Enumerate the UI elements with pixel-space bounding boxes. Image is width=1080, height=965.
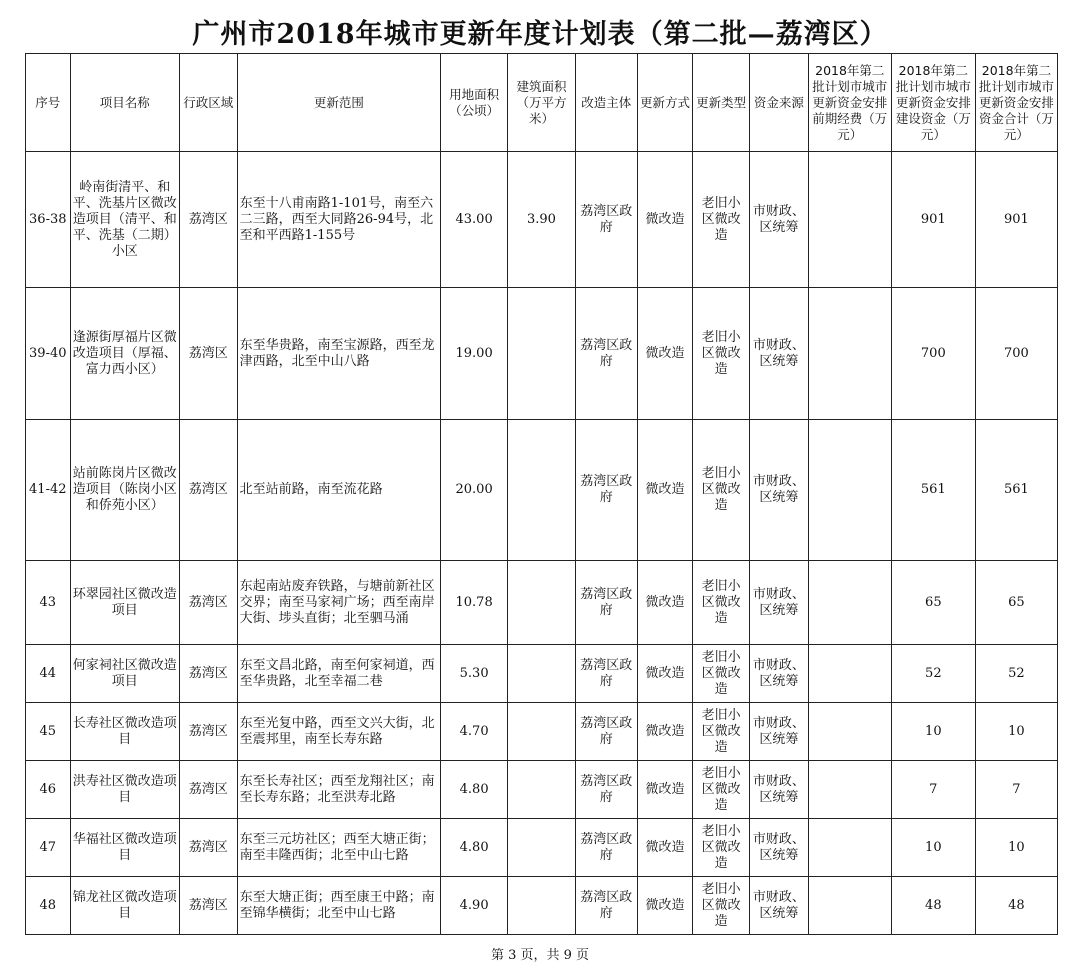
renovation-subject-cell: 荔湾区政府 xyxy=(575,877,637,935)
construction-funds-cell: 7 xyxy=(891,761,975,819)
table-row xyxy=(26,645,1058,703)
land-area-cell: 10.78 xyxy=(441,561,508,645)
land-area-cell: 19.00 xyxy=(441,288,508,420)
table-row xyxy=(26,703,1058,761)
land-area-cell: 20.00 xyxy=(441,420,508,561)
construction-funds-cell: 561 xyxy=(891,420,975,561)
row-number-cell: 41-42 xyxy=(26,420,71,561)
building-area-cell xyxy=(508,761,576,819)
header-cell: 2018年第二批计划市城市更新资金安排前期经费（万元） xyxy=(808,54,891,152)
update-type-cell: 老旧小区微改造 xyxy=(693,761,750,819)
update-scope-cell: 东至十八甫南路1-101号，南至六二三路，西至大同路26-94号，北至和平西路1-155号 xyxy=(237,152,441,288)
update-type-cell: 老旧小区微改造 xyxy=(693,152,750,288)
pre-funds-cell xyxy=(808,703,891,761)
update-scope-cell: 东至长寿社区；西至龙翔社区；南至长寿东路；北至洪寿北路 xyxy=(237,761,441,819)
renovation-subject-cell: 荔湾区政府 xyxy=(575,761,637,819)
update-scope-cell: 东至华贵路，南至宝源路，西至龙津西路，北至中山八路 xyxy=(237,288,441,420)
total-funds-cell: 10 xyxy=(975,703,1057,761)
district-cell: 荔湾区 xyxy=(179,877,237,935)
district-cell: 荔湾区 xyxy=(179,288,237,420)
update-method-cell: 微改造 xyxy=(637,420,693,561)
table-row xyxy=(26,761,1058,819)
header-cell: 行政区域 xyxy=(179,54,237,152)
header-cell: 更新方式 xyxy=(637,54,693,152)
header-row xyxy=(26,54,1058,152)
row-number-cell: 44 xyxy=(26,645,71,703)
renovation-subject-cell: 荔湾区政府 xyxy=(575,152,637,288)
land-area-cell: 4.70 xyxy=(441,703,508,761)
project-name-cell: 逢源街厚福片区微改造项目（厚福、富力西小区） xyxy=(70,288,179,420)
row-number-cell: 36-38 xyxy=(26,152,71,288)
building-area-cell xyxy=(508,561,576,645)
district-cell: 荔湾区 xyxy=(179,703,237,761)
construction-funds-cell: 901 xyxy=(891,152,975,288)
header-cell: 资金来源 xyxy=(750,54,809,152)
update-type-cell: 老旧小区微改造 xyxy=(693,420,750,561)
pre-funds-cell xyxy=(808,877,891,935)
header-cell: 更新范围 xyxy=(237,54,441,152)
update-method-cell: 微改造 xyxy=(637,703,693,761)
land-area-cell: 4.80 xyxy=(441,819,508,877)
table-row xyxy=(26,561,1058,645)
table-row xyxy=(26,288,1058,420)
header-cell: 项目名称 xyxy=(70,54,179,152)
district-cell: 荔湾区 xyxy=(179,645,237,703)
update-method-cell: 微改造 xyxy=(637,645,693,703)
update-type-cell: 老旧小区微改造 xyxy=(693,703,750,761)
renovation-subject-cell: 荔湾区政府 xyxy=(575,561,637,645)
construction-funds-cell: 10 xyxy=(891,703,975,761)
total-funds-cell: 10 xyxy=(975,819,1057,877)
total-funds-cell: 65 xyxy=(975,561,1057,645)
update-scope-cell: 东至三元坊社区；西至大塘正街；南至丰隆西街；北至中山七路 xyxy=(237,819,441,877)
total-funds-cell: 700 xyxy=(975,288,1057,420)
pre-funds-cell xyxy=(808,420,891,561)
land-area-cell: 43.00 xyxy=(441,152,508,288)
update-type-cell: 老旧小区微改造 xyxy=(693,561,750,645)
district-cell: 荔湾区 xyxy=(179,561,237,645)
row-number-cell: 48 xyxy=(26,877,71,935)
funding-source-cell: 市财政、区统筹 xyxy=(750,420,809,561)
update-scope-cell: 东至光复中路，西至文兴大街，北至震邦里，南至长寿东路 xyxy=(237,703,441,761)
land-area-cell: 4.80 xyxy=(441,761,508,819)
plan-table xyxy=(25,53,1058,935)
building-area-cell xyxy=(508,288,576,420)
land-area-cell: 5.30 xyxy=(441,645,508,703)
pre-funds-cell xyxy=(808,645,891,703)
building-area-cell xyxy=(508,645,576,703)
update-method-cell: 微改造 xyxy=(637,819,693,877)
update-method-cell: 微改造 xyxy=(637,288,693,420)
district-cell: 荔湾区 xyxy=(179,152,237,288)
update-scope-cell: 东至文昌北路，南至何家祠道，西至华贵路，北至幸福二巷 xyxy=(237,645,441,703)
building-area-cell xyxy=(508,819,576,877)
header-cell: 建筑面积（万平方米） xyxy=(508,54,576,152)
header-cell: 更新类型 xyxy=(693,54,750,152)
funding-source-cell: 市财政、区统筹 xyxy=(750,561,809,645)
update-type-cell: 老旧小区微改造 xyxy=(693,877,750,935)
update-method-cell: 微改造 xyxy=(637,152,693,288)
total-funds-cell: 48 xyxy=(975,877,1057,935)
update-scope-cell: 东至大塘正街；西至康王中路；南至锦华横街；北至中山七路 xyxy=(237,877,441,935)
building-area-cell: 3.90 xyxy=(508,152,576,288)
project-name-cell: 环翠园社区微改造项目 xyxy=(70,561,179,645)
building-area-cell xyxy=(508,420,576,561)
project-name-cell: 锦龙社区微改造项目 xyxy=(70,877,179,935)
project-name-cell: 岭南街清平、和平、洗基片区微改造项目（清平、和平、洗基（二期）小区 xyxy=(70,152,179,288)
table-row xyxy=(26,819,1058,877)
table-body xyxy=(26,152,1058,935)
row-number-cell: 45 xyxy=(26,703,71,761)
funding-source-cell: 市财政、区统筹 xyxy=(750,152,809,288)
update-scope-cell: 东起南站废弃铁路，与塘前新社区交界；南至马家祠广场；西至南岸大街、埗头直街；北至驷马涌 xyxy=(237,561,441,645)
update-method-cell: 微改造 xyxy=(637,877,693,935)
total-funds-cell: 561 xyxy=(975,420,1057,561)
project-name-cell: 长寿社区微改造项目 xyxy=(70,703,179,761)
building-area-cell xyxy=(508,877,576,935)
row-number-cell: 47 xyxy=(26,819,71,877)
table-row xyxy=(26,877,1058,935)
construction-funds-cell: 52 xyxy=(891,645,975,703)
header-cell: 改造主体 xyxy=(575,54,637,152)
total-funds-cell: 52 xyxy=(975,645,1057,703)
land-area-cell: 4.90 xyxy=(441,877,508,935)
header-cell: 序号 xyxy=(26,54,71,152)
funding-source-cell: 市财政、区统筹 xyxy=(750,645,809,703)
renovation-subject-cell: 荔湾区政府 xyxy=(575,420,637,561)
funding-source-cell: 市财政、区统筹 xyxy=(750,288,809,420)
construction-funds-cell: 65 xyxy=(891,561,975,645)
pre-funds-cell xyxy=(808,761,891,819)
renovation-subject-cell: 荔湾区政府 xyxy=(575,703,637,761)
construction-funds-cell: 700 xyxy=(891,288,975,420)
table-row xyxy=(26,420,1058,561)
total-funds-cell: 901 xyxy=(975,152,1057,288)
project-name-cell: 站前陈岗片区微改造项目（陈岗小区和侨苑小区） xyxy=(70,420,179,561)
page-number: 第 3 页，共 9 页 xyxy=(490,948,590,963)
pre-funds-cell xyxy=(808,152,891,288)
pre-funds-cell xyxy=(808,288,891,420)
renovation-subject-cell: 荔湾区政府 xyxy=(575,819,637,877)
funding-source-cell: 市财政、区统筹 xyxy=(750,761,809,819)
update-scope-cell: 北至站前路，南至流花路 xyxy=(237,420,441,561)
funding-source-cell: 市财政、区统筹 xyxy=(750,877,809,935)
header-cell: 2018年第二批计划市城市更新资金安排建设资金（万元） xyxy=(891,54,975,152)
renovation-subject-cell: 荔湾区政府 xyxy=(575,645,637,703)
row-number-cell: 39-40 xyxy=(26,288,71,420)
renovation-subject-cell: 荔湾区政府 xyxy=(575,288,637,420)
pre-funds-cell xyxy=(808,819,891,877)
row-number-cell: 43 xyxy=(26,561,71,645)
update-type-cell: 老旧小区微改造 xyxy=(693,645,750,703)
funding-source-cell: 市财政、区统筹 xyxy=(750,703,809,761)
update-method-cell: 微改造 xyxy=(637,561,693,645)
update-type-cell: 老旧小区微改造 xyxy=(693,288,750,420)
funding-source-cell: 市财政、区统筹 xyxy=(750,819,809,877)
district-cell: 荔湾区 xyxy=(179,819,237,877)
construction-funds-cell: 48 xyxy=(891,877,975,935)
pre-funds-cell xyxy=(808,561,891,645)
row-number-cell: 46 xyxy=(26,761,71,819)
total-funds-cell: 7 xyxy=(975,761,1057,819)
table-row xyxy=(26,152,1058,288)
district-cell: 荔湾区 xyxy=(179,761,237,819)
update-method-cell: 微改造 xyxy=(637,761,693,819)
project-name-cell: 何家祠社区微改造项目 xyxy=(70,645,179,703)
update-type-cell: 老旧小区微改造 xyxy=(693,819,750,877)
header-cell: 2018年第二批计划市城市更新资金安排资金合计（万元） xyxy=(975,54,1057,152)
building-area-cell xyxy=(508,703,576,761)
project-name-cell: 洪寿社区微改造项目 xyxy=(70,761,179,819)
project-name-cell: 华福社区微改造项目 xyxy=(70,819,179,877)
district-cell: 荔湾区 xyxy=(179,420,237,561)
page-title: 广州市2018年城市更新年度计划表（第二批—荔湾区） xyxy=(192,19,888,50)
header-cell: 用地面积（公顷） xyxy=(441,54,508,152)
construction-funds-cell: 10 xyxy=(891,819,975,877)
